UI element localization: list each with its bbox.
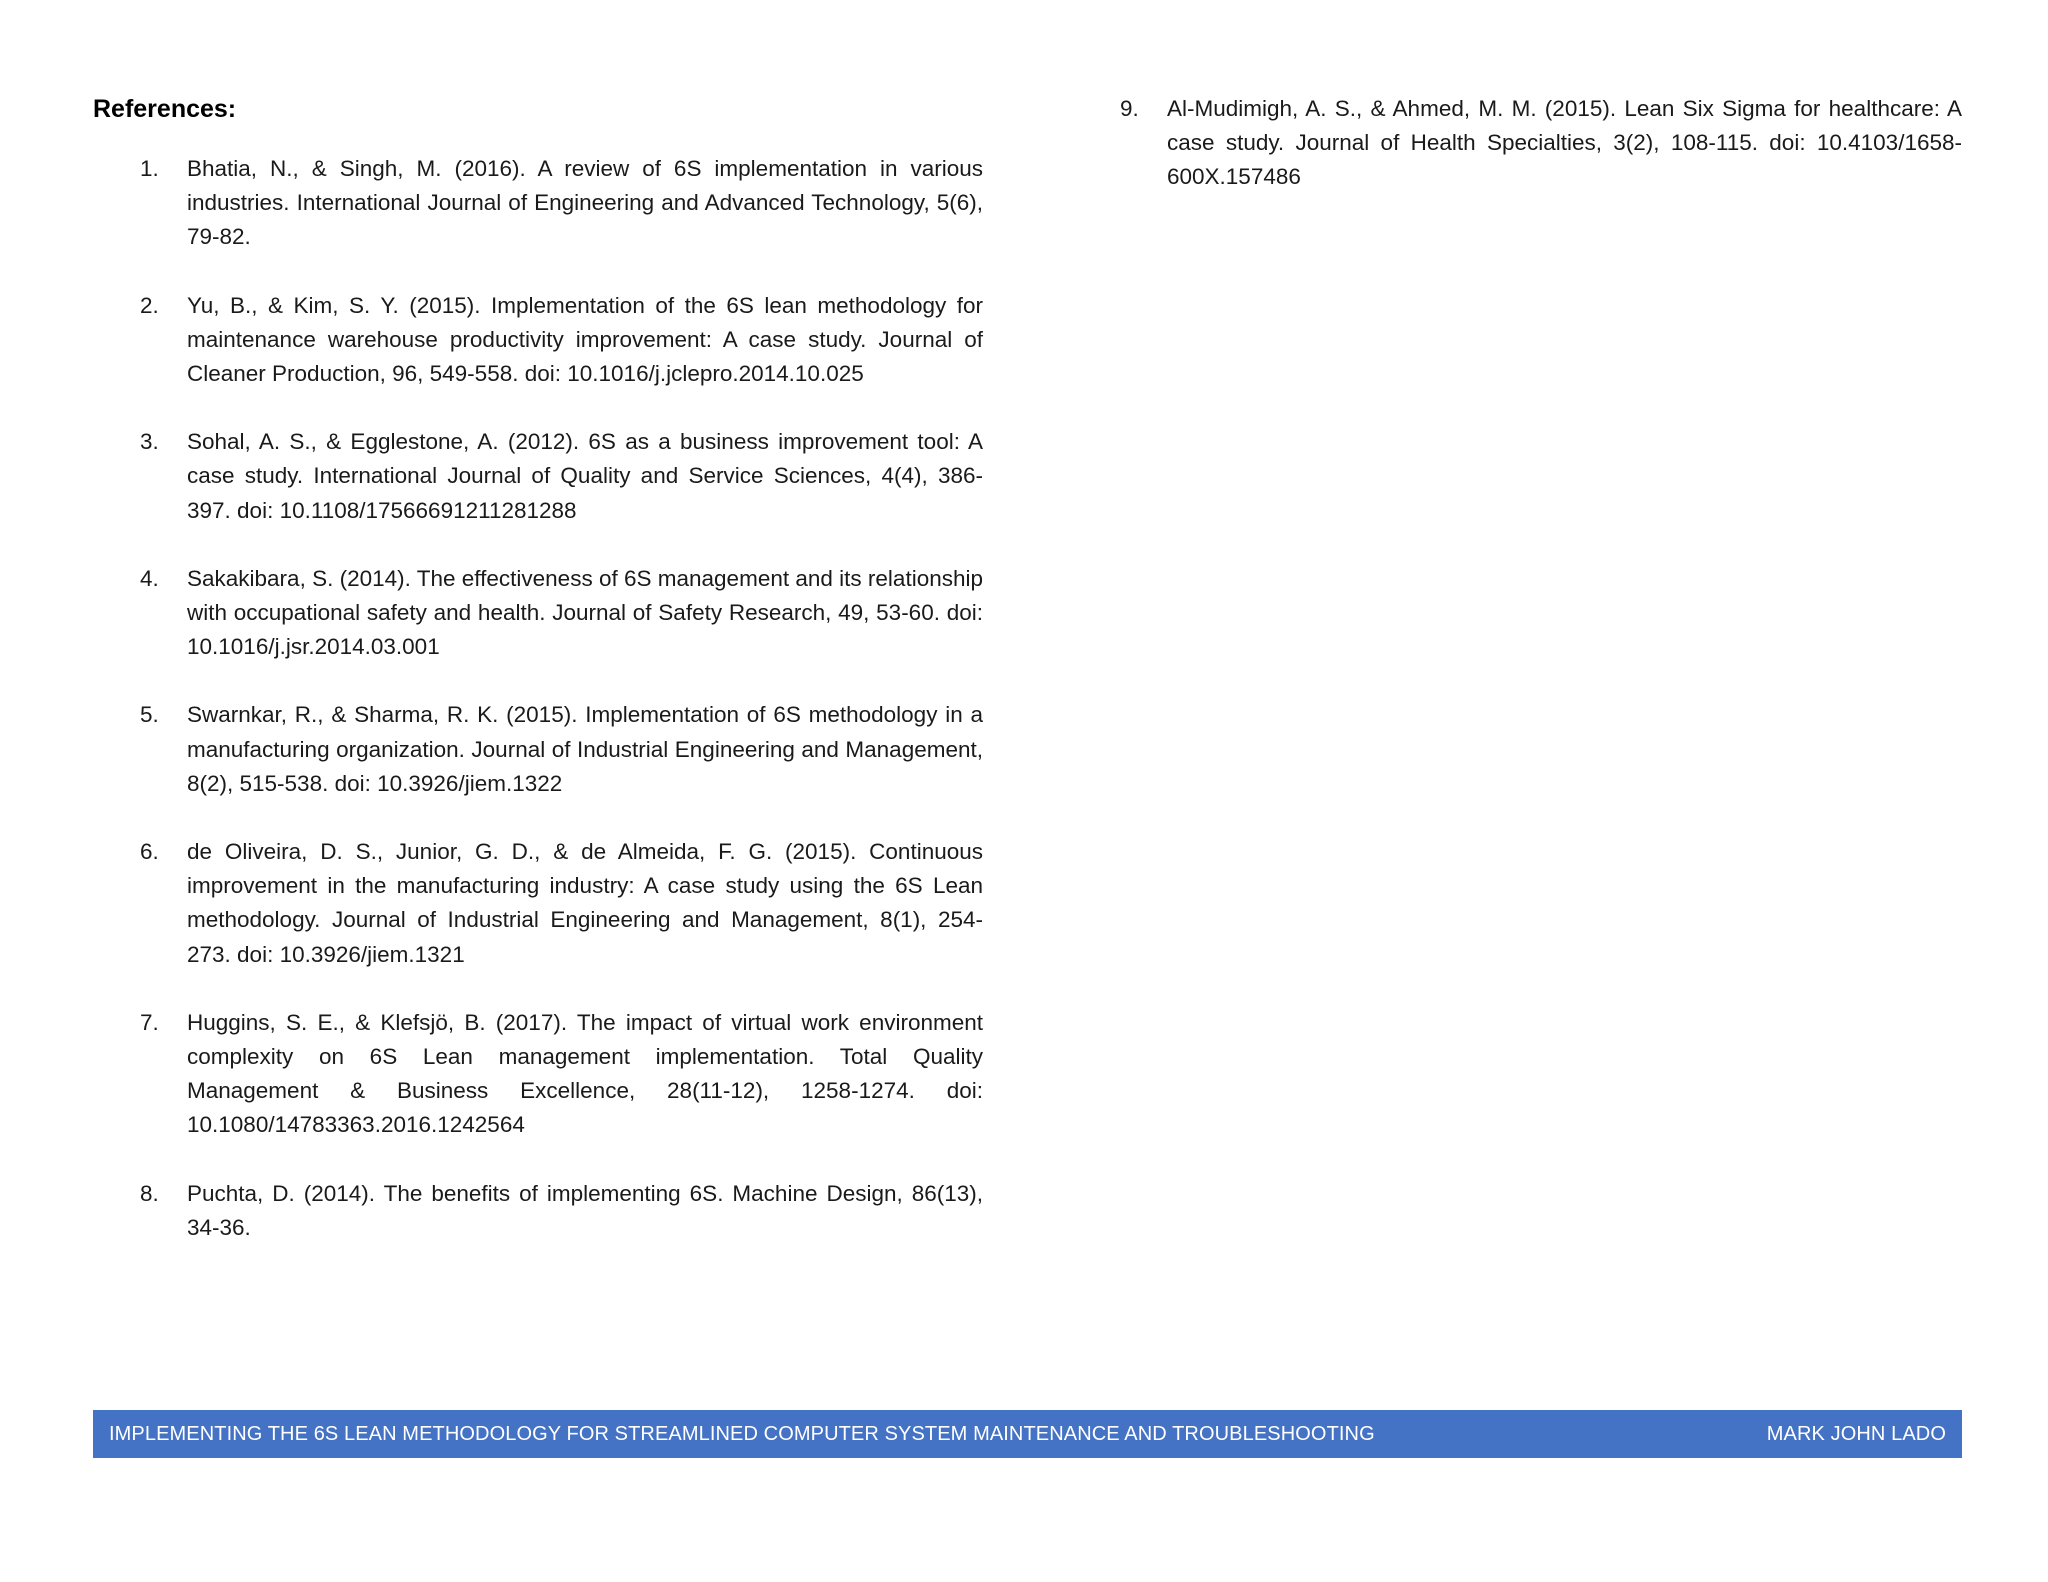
reference-number: 4. bbox=[140, 565, 159, 591]
reference-text: Sohal, A. S., & Egglestone, A. (2012). 6S as a business improvement tool: A case study. International Journal of Quality and Service Sciences, 4(4), 386-397. doi: 10.1108/17566691211281288 bbox=[187, 429, 983, 523]
reference-item bbox=[93, 562, 983, 665]
reference-item bbox=[93, 425, 983, 528]
reference-item bbox=[93, 289, 983, 392]
reference-number: 5. bbox=[140, 702, 159, 728]
reference-number: 6. bbox=[140, 839, 159, 865]
reference-item bbox=[93, 1177, 983, 1245]
reference-number: 8. bbox=[140, 1180, 159, 1206]
reference-text: Puchta, D. (2014). The benefits of implementing 6S. Machine Design, 86(13), 34-36. bbox=[187, 1180, 983, 1240]
references-list-right bbox=[1120, 92, 1962, 229]
reference-number: 1. bbox=[140, 156, 159, 181]
footer-bar bbox=[93, 1410, 1962, 1458]
reference-item bbox=[93, 698, 983, 801]
reference-item bbox=[93, 1006, 983, 1143]
reference-number: 2. bbox=[140, 292, 159, 318]
reference-number: 7. bbox=[140, 1009, 159, 1035]
footer-title: IMPLEMENTING THE 6S LEAN METHODOLOGY FOR STREAMLINED COMPUTER SYSTEM MAINTENANCE AND TROUBLESHOOTING bbox=[109, 1422, 1375, 1445]
reference-text: Swarnkar, R., & Sharma, R. K. (2015). Implementation of 6S methodology in a manufacturing organization. Journal of Industrial Engineering and Management, 8(2), 515-538. doi: 10.3926/jiem.1322 bbox=[187, 702, 983, 796]
footer-author: MARK JOHN LADO bbox=[1766, 1422, 1946, 1445]
reference-text: Bhatia, N., & Singh, M. (2016). A review of 6S implementation in various industries. International Journal of Engineering and Advanced Technology, 5(6), 79-82. bbox=[187, 156, 983, 250]
reference-item bbox=[93, 152, 983, 255]
reference-item bbox=[1120, 92, 1962, 195]
reference-text: de Oliveira, D. S., Junior, G. D., & de Almeida, F. G. (2015). Continuous improvement in the manufacturing industry: A case study using the 6S Lean methodology. Journal of Industrial Engineering and Management, 8(1), 254-273. doi: 10.3926/jiem.1321 bbox=[187, 839, 983, 967]
references-list-left bbox=[93, 152, 983, 1279]
references-heading: References: bbox=[93, 95, 237, 123]
reference-number: 9. bbox=[1120, 96, 1139, 121]
reference-text: Al-Mudimigh, A. S., & Ahmed, M. M. (2015). Lean Six Sigma for healthcare: A case study. Journal of Health Specialties, 3(2), 108-115. doi: 10.4103/1658-600X.157486 bbox=[1167, 96, 1962, 190]
reference-text: Huggins, S. E., & Klefsjö, B. (2017). The impact of virtual work environment complexity on 6S Lean management implementation. Total Quality Management & Business Excellence, 28(11-12), 1258-1274. doi: 10.1080/14783363.2016.1242564 bbox=[187, 1009, 983, 1138]
reference-number: 3. bbox=[140, 429, 159, 455]
reference-item bbox=[93, 835, 983, 972]
reference-text: Yu, B., & Kim, S. Y. (2015). Implementation of the 6S lean methodology for maintenance warehouse productivity improvement: A case study. Journal of Cleaner Production, 96, 549-558. doi: 10.1016/j.jclepro.2014.10.025 bbox=[187, 292, 983, 387]
reference-text: Sakakibara, S. (2014). The effectiveness of 6S management and its relationship with occupational safety and health. Journal of Safety Research, 49, 53-60. doi: 10.1016/j.jsr.2014.03.001 bbox=[187, 565, 983, 660]
